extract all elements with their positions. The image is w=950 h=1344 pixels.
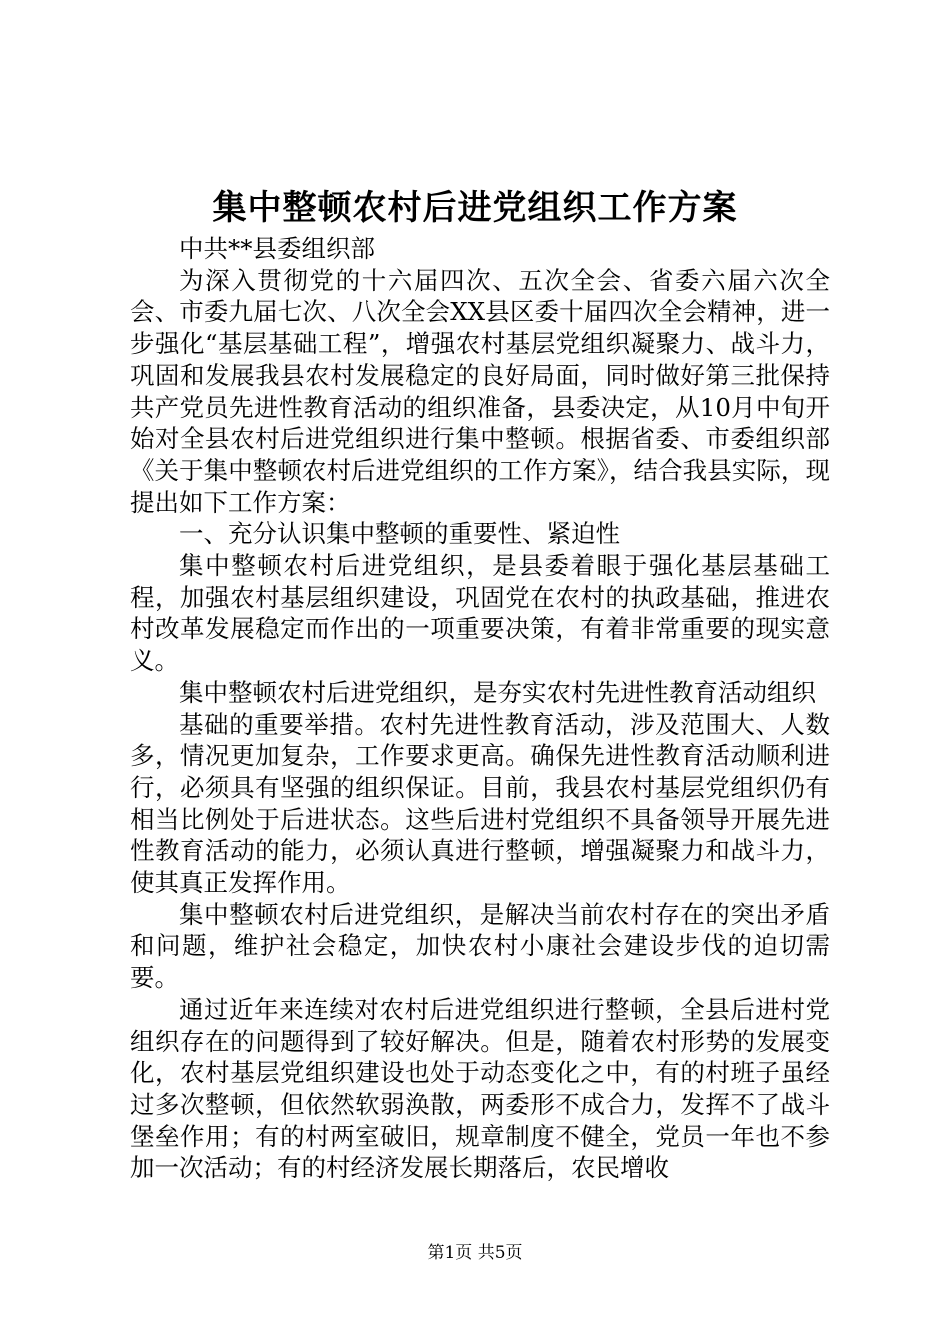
paragraph: 通过近年来连续对农村后进党组织进行整顿，全县后进村党组织存在的问题得到了较好解决。但是，随着农村形势的发展变化，农村基层党组织建设也处于动态变化之中，有的村班子虽经过多次整顿，但依然软弱涣散，两委形不成合力，发挥不了战斗堡垒作用；有的村两室破旧，规章制度不健全，党员一年也不参加一次活动；有的村经济发展长期落后，农民增收 (130, 994, 830, 1183)
document-body (130, 233, 830, 1184)
section-heading-1: 一、充分认识集中整顿的重要性、紧迫性 (179, 519, 620, 549)
page-number: 第1页 共5页 (427, 1243, 523, 1263)
paragraph: 集中整顿农村后进党组织，是夯实农村先进性教育活动组织 (179, 677, 816, 707)
paragraph: 集中整顿农村后进党组织，是县委着眼于强化基层基础工程，加强农村基层组织建设，巩固党在农村的执政基础，推进农村改革发展稳定而作出的一项重要决策，有着非常重要的现实意义。 (130, 551, 830, 676)
paragraph-intro: 为深入贯彻党的十六届四次、五次全会、省委六届六次全会、市委九届七次、八次全会XX县区委十届四次全会精神，进一步强化“基层基础工程”，增强农村基层党组织凝聚力、战斗力，巩固和发展我县农村发展稳定的良好局面，同时做好第三批保持共产党员先进性教育活动的组织准备，县委决定，从10月中旬开始对全县农村后进党组织进行集中整顿。根据省委、市委组织部《关于集中整顿农村后进党组织的工作方案》，结合我县实际，现提出如下工作方案： (130, 265, 830, 517)
document-title: 集中整顿农村后进党组织工作方案 (212, 188, 738, 228)
paragraph: 集中整顿农村后进党组织，是解决当前农村存在的突出矛盾和问题，维护社会稳定，加快农村小康社会建设步伐的迫切需要。 (130, 899, 830, 993)
paragraph-author: 中共**县委组织部 (179, 234, 375, 263)
paragraph: 基础的重要举措。农村先进性教育活动，涉及范围大、人数多，情况更加复杂，工作要求更高。确保先进性教育活动顺利进行，必须具有坚强的组织保证。目前，我县农村基层党组织仍有相当比例处于后进状态。这些后进村党组织不具备领导开展先进性教育活动的能力，必须认真进行整顿，增强凝聚力和战斗力，使其真正发挥作用。 (130, 709, 830, 898)
